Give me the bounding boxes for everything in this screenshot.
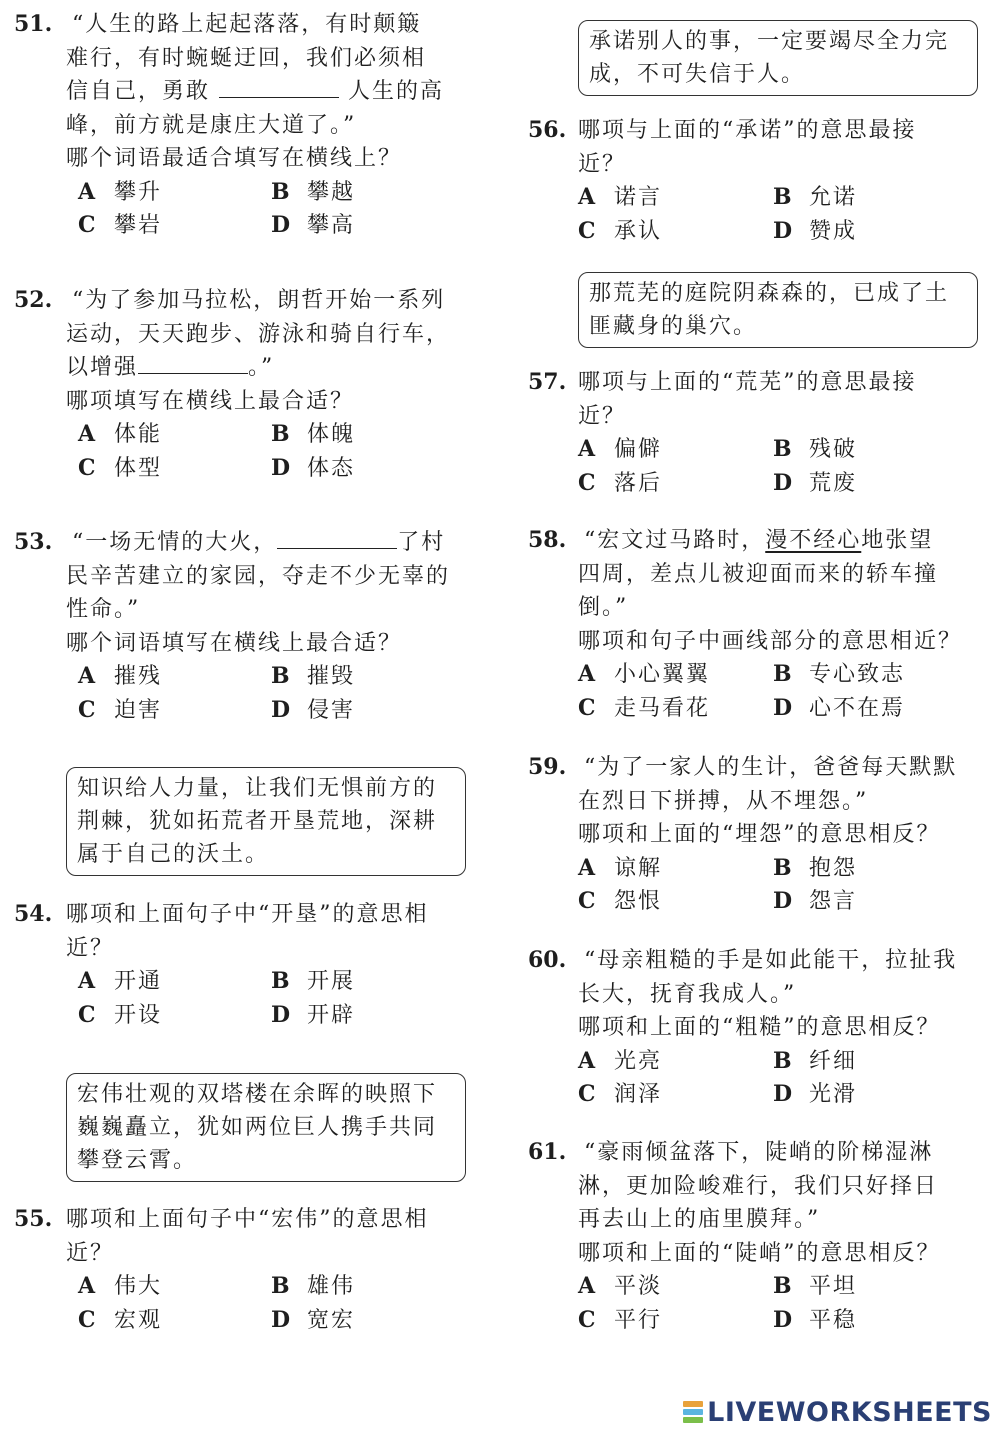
question-text: 四周，差点儿被迎面而来的轿车撞 — [578, 561, 939, 587]
question-number: 61. — [528, 1139, 567, 1165]
question-prompt: 哪个词语最适合填写在横线上？ — [66, 146, 403, 171]
question-text: “为了参加马拉松，朗哲开始一系列 — [72, 288, 446, 313]
passage-text: 匪藏身的巢穴。 — [589, 314, 758, 339]
option-c[interactable]: C 宏观 — [78, 1306, 163, 1333]
logo-bar — [683, 1409, 703, 1415]
question-text: 地张望 — [861, 528, 934, 553]
options — [66, 418, 486, 485]
option-c[interactable]: C 承认 — [578, 217, 663, 244]
passage-box — [578, 272, 978, 348]
question-text: “母亲粗糙的手是如此能干，拉扯我 — [584, 948, 958, 973]
question-text: 了村 — [397, 530, 446, 555]
passage-text: 攀登云霄。 — [77, 1148, 198, 1173]
question-number: 53. — [14, 529, 53, 555]
logo-bar — [683, 1417, 703, 1423]
option-c[interactable]: C 怨恨 — [578, 888, 663, 914]
answer-blank[interactable] — [219, 77, 339, 98]
question-text: 淋，更加险峻难行，我们只好择日 — [578, 1173, 939, 1199]
option-c[interactable]: C 落后 — [578, 469, 663, 496]
option-a[interactable]: A 体能 — [78, 421, 163, 447]
question-number: 59. — [528, 754, 567, 780]
option-b[interactable]: B 开展 — [271, 968, 356, 994]
option-d[interactable]: D 侵害 — [271, 696, 356, 723]
option-a[interactable]: A 小心翼翼 — [578, 661, 711, 687]
answer-blank[interactable] — [138, 353, 248, 374]
question-text: 民辛苦建立的家园，夺走不少无辜的 — [66, 563, 451, 589]
passage-box — [578, 20, 978, 96]
passage-box — [66, 1073, 466, 1182]
option-b[interactable]: B 摧毁 — [271, 663, 356, 689]
options — [578, 658, 998, 725]
option-a[interactable]: A 伟大 — [78, 1273, 163, 1299]
options — [578, 181, 998, 248]
option-a[interactable]: A 诺言 — [578, 184, 663, 210]
passage-text: 巍巍矗立，犹如两位巨人携手共同 — [77, 1115, 438, 1140]
option-d[interactable]: D 宽宏 — [271, 1306, 356, 1333]
question-prompt: 哪项和上面的“埋怨”的意思相反？ — [578, 822, 941, 847]
passage-text: 宏伟壮观的双塔楼在余晖的映照下 — [77, 1082, 438, 1107]
question-text: 再去山上的庙里膜拜。” — [578, 1207, 821, 1232]
question-prompt: 哪项填写在横线上最合适？ — [66, 388, 355, 414]
question-prompt: 哪项和上面句子中“宏伟”的意思相 — [66, 1207, 429, 1232]
question-number: 51. — [14, 11, 53, 37]
question-text: 运动，天天跑步、游泳和骑自行车， — [66, 321, 451, 347]
options — [578, 1045, 998, 1112]
passage-text: 属于自己的沃土。 — [77, 842, 270, 867]
question-text: “为了一家人的生计，爸爸每天默默 — [584, 755, 958, 780]
option-d[interactable]: D 体态 — [271, 454, 356, 481]
option-d[interactable]: D 光滑 — [773, 1081, 858, 1107]
option-a[interactable]: A 偏僻 — [578, 436, 663, 462]
question-number: 56. — [528, 117, 567, 143]
question-prompt: 哪项和上面的“陡峭”的意思相反？ — [578, 1240, 941, 1266]
options — [66, 1270, 486, 1337]
option-b[interactable]: B 抱怨 — [773, 854, 858, 881]
option-d[interactable]: D 荒废 — [773, 469, 858, 496]
question-number: 58. — [528, 527, 567, 553]
option-d[interactable]: D 心不在焉 — [773, 694, 906, 721]
option-d[interactable]: D 平稳 — [773, 1306, 858, 1333]
question-prompt: 哪项与上面的“荒芜”的意思最接 — [578, 370, 917, 395]
question-number: 60. — [528, 947, 567, 973]
option-c[interactable]: C 开设 — [78, 1001, 163, 1028]
options — [578, 1270, 998, 1337]
answer-blank[interactable] — [277, 528, 397, 549]
question-prompt: 哪项和上面的“粗糙”的意思相反？ — [578, 1015, 941, 1040]
option-a[interactable]: A 开通 — [78, 968, 163, 994]
options — [578, 852, 998, 919]
option-a[interactable]: A 摧残 — [78, 663, 163, 689]
option-b[interactable]: B 允诺 — [773, 184, 858, 210]
question-prompt: 哪项和句子中画线部分的意思相近？ — [578, 628, 963, 654]
question-prompt: 哪项和上面句子中“开垦”的意思相 — [66, 902, 429, 927]
option-b[interactable]: B 残破 — [773, 436, 858, 462]
option-d[interactable]: D 开辟 — [271, 1001, 356, 1028]
option-c[interactable]: C 体型 — [78, 454, 163, 481]
question-prompt: 近？ — [578, 151, 627, 177]
question-text: 在烈日下拼搏，从不埋怨。” — [578, 788, 869, 814]
brand-name: LIVEWORKSHEETS — [707, 1396, 992, 1428]
option-a[interactable]: A 平淡 — [578, 1273, 663, 1299]
question-text: “豪雨倾盆落下，陡峭的阶梯湿淋 — [584, 1140, 934, 1165]
question-text: 长大，抚育我成人。” — [578, 981, 797, 1007]
question-prompt: 近？ — [578, 403, 627, 429]
option-b[interactable]: B 体魄 — [271, 421, 356, 447]
option-b[interactable]: B 攀越 — [271, 178, 356, 205]
question-text: “宏文过马路时， — [584, 528, 766, 553]
passage-text: 成，不可失信于人。 — [589, 62, 806, 87]
liveworksheets-brand — [683, 1397, 992, 1427]
liveworksheets-logo-icon — [683, 1401, 703, 1423]
logo-bar — [683, 1401, 703, 1407]
options — [66, 176, 486, 243]
question-number: 52. — [14, 287, 53, 313]
question-prompt: 哪个词语填写在横线上最合适？ — [66, 630, 403, 656]
option-b[interactable]: B 雄伟 — [271, 1273, 356, 1299]
question-number: 55. — [14, 1206, 53, 1232]
option-d[interactable]: D 赞成 — [773, 217, 858, 244]
question-text: 倒。” — [578, 595, 629, 620]
question-text: 。” — [248, 355, 275, 380]
passage-box — [66, 767, 466, 876]
option-c[interactable]: C 润泽 — [578, 1081, 663, 1107]
options — [66, 660, 486, 727]
passage-text: 荆棘，犹如拓荒者开垦荒地，深耕 — [77, 809, 438, 834]
option-d[interactable]: D 怨言 — [773, 888, 858, 914]
underlined-phrase: 漫不经心 — [765, 528, 862, 553]
question-text: 信自己，勇敢 — [66, 79, 211, 104]
option-b[interactable]: B 纤细 — [773, 1047, 858, 1074]
question-text: “一场无情的大火， — [72, 530, 278, 555]
question-number: 54. — [14, 901, 53, 927]
question-prompt: 近？ — [66, 935, 115, 961]
option-c[interactable]: C 迫害 — [78, 696, 163, 723]
question-text: 性命。” — [66, 597, 141, 622]
option-a[interactable]: A 谅解 — [578, 854, 663, 881]
options — [66, 965, 486, 1032]
passage-text: 知识给人力量，让我们无惧前方的 — [77, 776, 438, 801]
question-text: 难行，有时蜿蜒迂回，我们必须相 — [66, 45, 427, 71]
option-b[interactable]: B 专心致志 — [773, 661, 906, 687]
option-b[interactable]: B 平坦 — [773, 1273, 858, 1299]
option-d[interactable]: D 攀高 — [271, 212, 356, 238]
question-text: 以增强 — [66, 355, 139, 380]
question-prompt: 近？ — [66, 1240, 115, 1266]
question-text: “人生的路上起起落落，有时颠簸 — [72, 12, 422, 37]
passage-text: 那荒芜的庭院阴森森的，已成了土 — [589, 281, 950, 306]
option-c[interactable]: C 攀岩 — [78, 212, 163, 238]
passage-text: 承诺别人的事，一定要竭尽全力完 — [589, 29, 950, 54]
question-number: 57. — [528, 369, 567, 395]
question-text: 人生的高 — [348, 79, 445, 104]
option-c[interactable]: C 走马看花 — [578, 694, 711, 721]
option-c[interactable]: C 平行 — [578, 1306, 663, 1333]
question-prompt: 哪项与上面的“承诺”的意思最接 — [578, 118, 917, 143]
option-a[interactable]: A 光亮 — [578, 1047, 663, 1074]
option-a[interactable]: A 攀升 — [78, 178, 163, 205]
question-text: 峰，前方就是康庄大道了。” — [66, 112, 357, 138]
options — [578, 433, 998, 500]
